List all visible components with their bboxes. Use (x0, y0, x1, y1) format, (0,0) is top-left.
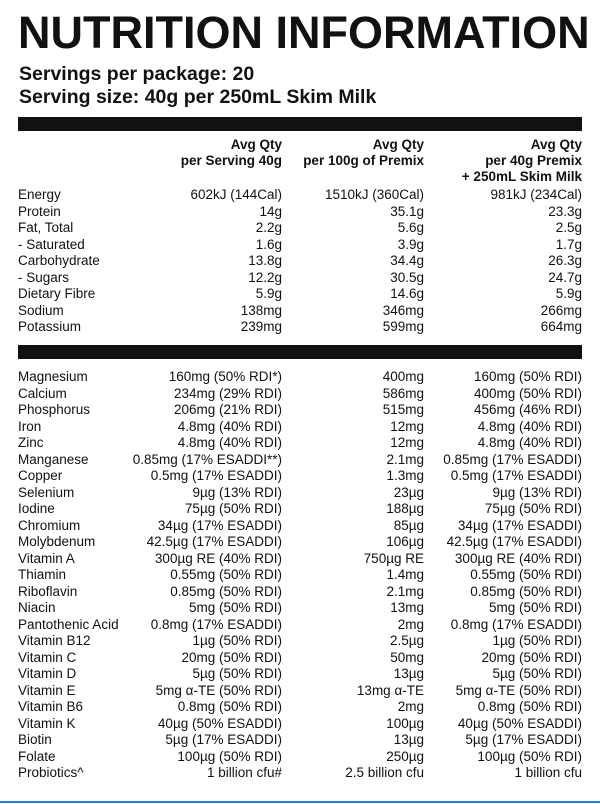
value-per-serving: 1 billion cfu# (206, 765, 282, 780)
column-header-with-milk (462, 137, 582, 185)
value-per-100g: 2.5µg (389, 633, 424, 648)
table-row (18, 600, 582, 617)
value-per-serving: 5.9g (255, 286, 282, 301)
value-with-milk: 26.3g (548, 253, 582, 268)
nutrient-name: Manganese (18, 451, 89, 467)
column-header-per-100g (303, 137, 424, 169)
value-per-100g: 13mg (390, 600, 424, 615)
nutrient-name: Riboflavin (18, 583, 78, 599)
value-per-100g: 750µg RE (363, 550, 424, 566)
value-per-serving: 20mg (50% RDI) (181, 649, 282, 665)
nutrient-name: Biotin (18, 732, 52, 747)
nutrient-name: Probiotics^ (18, 765, 84, 780)
value-with-milk: 24.7g (548, 269, 582, 285)
value-per-100g: 14.6g (390, 286, 424, 301)
value-per-serving: 0.85mg (50% RDI) (170, 583, 282, 599)
nutrient-name: Vitamin K (18, 715, 76, 731)
value-per-100g: 2mg (397, 699, 424, 714)
value-with-milk: 20mg (50% RDI) (481, 649, 582, 665)
table-row (18, 485, 582, 502)
nutrient-name: Zinc (18, 435, 44, 450)
value-per-100g: 515mg (382, 402, 424, 417)
value-with-milk: 42.5µg (17% ESADDI) (446, 534, 582, 549)
column-header-line: per 40g Premix (485, 153, 582, 168)
table-row (18, 617, 582, 634)
divider-bar-middle (18, 345, 582, 359)
column-header-line: + 250mL Skim Milk (461, 169, 582, 184)
value-per-100g: 1510kJ (360Cal) (324, 187, 424, 202)
value-per-serving: 9µg (13% RDI) (192, 484, 282, 500)
bottom-border-line (0, 801, 600, 803)
value-per-serving: 2.2g (255, 220, 282, 235)
value-per-100g: 12mg (390, 435, 424, 450)
column-header-line: Avg Qty (230, 137, 282, 152)
table-row (18, 187, 582, 204)
value-per-serving: 0.55mg (50% RDI) (170, 567, 282, 582)
nutrient-name: Vitamin B12 (18, 633, 91, 648)
value-per-100g: 599mg (382, 319, 424, 334)
table-row (18, 468, 582, 485)
nutrient-name: Protein (18, 203, 61, 219)
value-per-serving: 206mg (21% RDI) (173, 402, 282, 417)
table-row (18, 732, 582, 749)
value-per-100g: 2mg (397, 616, 424, 632)
table-row (18, 749, 582, 766)
table-row (18, 683, 582, 700)
value-per-100g: 2.1mg (386, 583, 424, 599)
value-with-milk: 981kJ (234Cal) (490, 187, 582, 202)
value-with-milk: 4.8mg (40% RDI) (477, 435, 582, 450)
table-row (18, 666, 582, 683)
value-with-milk: 75µg (50% RDI) (484, 501, 582, 516)
servings-per-package: Servings per package: 20 (19, 63, 255, 85)
value-with-milk: 160mg (50% RDI) (473, 369, 582, 384)
nutrient-name: Niacin (18, 600, 56, 615)
nutrient-name: Folate (18, 748, 56, 764)
value-per-serving: 234mg (29% RDI) (173, 385, 282, 401)
table-row (18, 501, 582, 518)
value-with-milk: 0.85mg (17% ESADDI) (443, 451, 582, 467)
table-row (18, 452, 582, 469)
value-per-100g: 35.1g (390, 203, 424, 219)
value-with-milk: 0.5mg (17% ESADDI) (450, 468, 582, 483)
nutrient-name: Chromium (18, 517, 81, 533)
value-with-milk: 100µg (50% RDI) (477, 748, 582, 764)
value-per-serving: 5µg (17% ESADDI) (165, 732, 282, 747)
table-row (18, 650, 582, 667)
table-row (18, 419, 582, 436)
value-with-milk: 5µg (17% ESADDI) (465, 732, 582, 747)
value-with-milk: 4.8mg (40% RDI) (477, 418, 582, 434)
value-per-100g: 5.6g (397, 220, 424, 235)
table-row (18, 402, 582, 419)
micronutrient-table (18, 369, 582, 782)
table-row (18, 584, 582, 601)
value-per-100g: 2.1mg (386, 451, 424, 467)
value-per-serving: 40µg (50% ESADDI) (157, 715, 282, 731)
value-with-milk: 300µg RE (40% RDI) (454, 550, 582, 566)
nutrient-name: Thiamin (18, 567, 67, 582)
value-per-serving: 5mg α-TE (50% RDI) (155, 682, 282, 698)
column-header-line: per Serving 40g (180, 153, 282, 168)
value-per-serving: 0.85mg (17% ESADDI**) (132, 451, 282, 467)
value-with-milk: 266mg (540, 302, 582, 318)
value-per-100g: 50mg (390, 649, 424, 665)
column-header-per-serving (181, 137, 282, 169)
nutrient-name: Vitamin A (18, 550, 75, 566)
value-per-serving: 5mg (50% RDI) (188, 600, 282, 615)
value-with-milk: 2.5g (555, 220, 582, 235)
table-row (18, 551, 582, 568)
value-per-100g: 23µg (393, 484, 424, 500)
nutrient-name: Phosphorus (18, 402, 91, 417)
table-row (18, 534, 582, 551)
value-per-100g: 3.9g (397, 236, 424, 252)
macronutrient-table (18, 187, 582, 336)
value-per-serving: 138mg (240, 302, 282, 318)
nutrient-name: Vitamin E (18, 682, 76, 698)
value-per-100g: 100µg (386, 715, 424, 731)
value-per-serving: 0.8mg (50% RDI) (177, 699, 282, 714)
table-row (18, 270, 582, 287)
value-per-100g: 13mg α-TE (356, 682, 424, 698)
value-per-serving: 0.5mg (17% ESADDI) (150, 468, 282, 483)
nutrient-name: Vitamin D (18, 666, 77, 681)
value-with-milk: 1 billion cfu (514, 765, 582, 780)
nutrient-name: Vitamin B6 (18, 699, 84, 714)
value-per-serving: 1µg (50% RDI) (192, 633, 282, 648)
panel-title: NUTRITION INFORMATION (18, 7, 590, 58)
nutrient-name: Copper (18, 468, 63, 483)
table-row (18, 716, 582, 733)
value-per-100g: 85µg (393, 517, 424, 533)
serving-info (19, 63, 376, 109)
value-per-100g: 250µg (386, 748, 424, 764)
value-per-serving: 100µg (50% RDI) (177, 748, 282, 764)
value-with-milk: 400mg (50% RDI) (473, 385, 582, 401)
value-per-100g: 13µg (393, 666, 424, 681)
nutrient-name: Dietary Fibre (18, 286, 96, 301)
table-row (18, 204, 582, 221)
value-with-milk: 1µg (50% RDI) (492, 633, 582, 648)
table-row (18, 435, 582, 452)
value-per-100g: 12mg (390, 418, 424, 434)
value-per-serving: 42.5µg (17% ESADDI) (146, 534, 282, 549)
value-per-100g: 30.5g (390, 269, 424, 285)
value-per-serving: 14g (259, 203, 282, 219)
value-per-serving: 1.6g (255, 236, 282, 252)
nutrient-name: Energy (18, 187, 61, 202)
nutrient-name: Iron (18, 418, 42, 434)
value-with-milk: 5.9g (555, 286, 582, 301)
nutrient-name: Magnesium (18, 369, 88, 384)
table-row (18, 253, 582, 270)
table-row (18, 220, 582, 237)
value-per-serving: 4.8mg (40% RDI) (177, 435, 282, 450)
table-row (18, 386, 582, 403)
table-row (18, 699, 582, 716)
value-per-100g: 1.3mg (386, 468, 424, 483)
value-per-100g: 34.4g (390, 253, 424, 268)
divider-bar-top (18, 117, 582, 131)
column-header-line: Avg Qty (530, 137, 582, 152)
value-with-milk: 5mg (50% RDI) (488, 600, 582, 615)
value-per-serving: 0.8mg (17% ESADDI) (150, 616, 282, 632)
value-with-milk: 0.8mg (17% ESADDI) (450, 616, 582, 632)
serving-size: Serving size: 40g per 250mL Skim Milk (19, 86, 377, 108)
value-with-milk: 664mg (540, 319, 582, 334)
value-per-100g: 188µg (386, 501, 424, 516)
value-with-milk: 5µg (50% RDI) (492, 666, 582, 681)
nutrient-name: Molybdenum (18, 534, 96, 549)
table-row (18, 237, 582, 254)
value-per-100g: 1.4mg (386, 567, 424, 582)
value-per-100g: 346mg (382, 302, 424, 318)
nutrient-name: Potassium (18, 319, 82, 334)
nutrient-name: Sodium (18, 302, 64, 318)
nutrient-name: Calcium (18, 385, 67, 401)
value-per-serving: 75µg (50% RDI) (184, 501, 282, 516)
table-row (18, 518, 582, 535)
nutrient-name: Selenium (18, 484, 75, 500)
value-with-milk: 5mg α-TE (50% RDI) (455, 682, 582, 698)
value-per-serving: 239mg (240, 319, 282, 334)
value-per-serving: 602kJ (144Cal) (190, 187, 282, 202)
value-per-100g: 13µg (393, 732, 424, 747)
nutrient-name: Fat, Total (18, 220, 74, 235)
table-row (18, 303, 582, 320)
value-with-milk: 0.55mg (50% RDI) (470, 567, 582, 582)
table-row (18, 319, 582, 336)
nutrient-name: Pantothenic Acid (18, 616, 119, 632)
value-per-100g: 106µg (386, 534, 424, 549)
value-with-milk: 40µg (50% ESADDI) (457, 715, 582, 731)
table-row (18, 369, 582, 386)
value-with-milk: 456mg (46% RDI) (473, 402, 582, 417)
value-with-milk: 23.3g (548, 203, 582, 219)
nutrient-name: Carbohydrate (18, 253, 100, 268)
value-with-milk: 34µg (17% ESADDI) (457, 517, 582, 533)
value-per-serving: 160mg (50% RDI*) (168, 369, 282, 384)
nutrient-name: - Saturated (18, 236, 85, 252)
value-per-serving: 34µg (17% ESADDI) (157, 517, 282, 533)
column-header-line: Avg Qty (372, 137, 424, 152)
value-per-serving: 12.2g (248, 269, 282, 285)
value-per-100g: 2.5 billion cfu (345, 765, 424, 780)
value-with-milk: 9µg (13% RDI) (492, 484, 582, 500)
nutrient-name: - Sugars (18, 269, 70, 285)
table-row (18, 286, 582, 303)
nutrient-name: Iodine (18, 501, 55, 516)
value-per-100g: 400mg (382, 369, 424, 384)
nutrient-name: Vitamin C (18, 649, 77, 665)
column-header-line: per 100g of Premix (303, 153, 424, 168)
value-per-serving: 5µg (50% RDI) (192, 666, 282, 681)
value-with-milk: 1.7g (555, 236, 582, 252)
value-per-serving: 4.8mg (40% RDI) (177, 418, 282, 434)
value-per-serving: 300µg RE (40% RDI) (154, 550, 282, 566)
value-per-100g: 586mg (382, 385, 424, 401)
value-with-milk: 0.8mg (50% RDI) (477, 699, 582, 714)
table-row (18, 633, 582, 650)
table-row (18, 765, 582, 782)
value-per-serving: 13.8g (248, 253, 282, 268)
value-with-milk: 0.85mg (50% RDI) (470, 583, 582, 599)
table-row (18, 567, 582, 584)
